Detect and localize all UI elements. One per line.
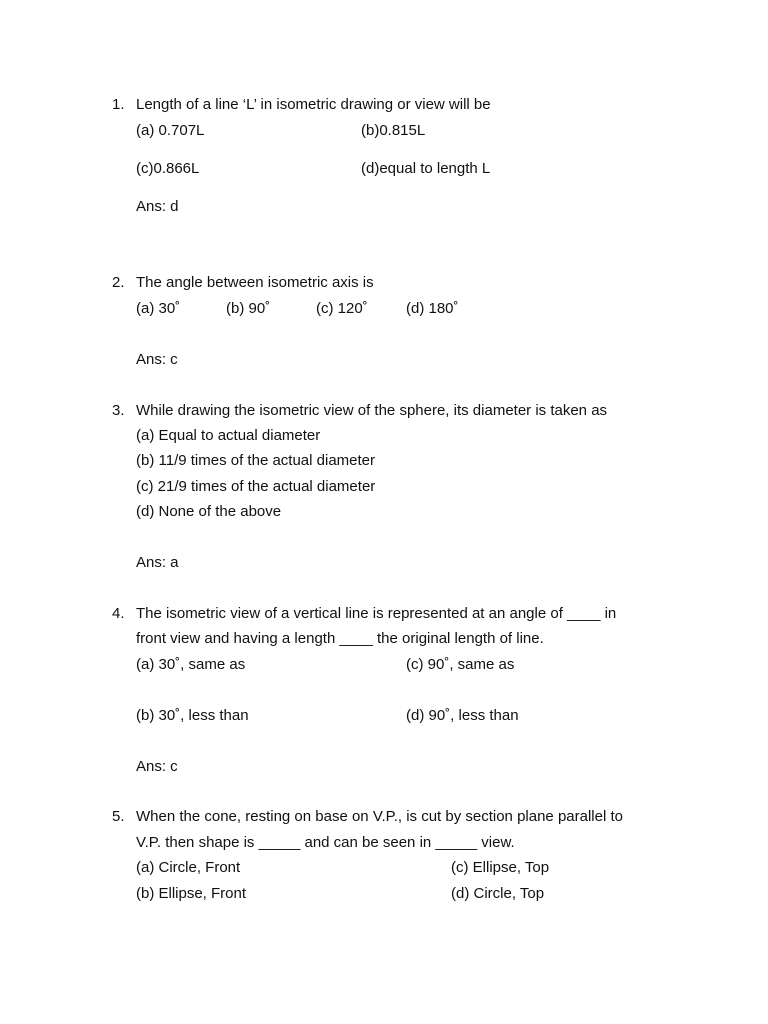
q4-question-line2: front view and having a length ____ the original length of line.	[136, 630, 544, 647]
q4-option-d: (d) 90˚, less than	[406, 707, 519, 724]
q5-option-b: (b) Ellipse, Front	[136, 885, 247, 902]
q4-number: 4.	[112, 605, 125, 622]
q4-question-line1: The isometric view of a vertical line is represented at an angle of ____ in	[136, 605, 617, 622]
q3-option-c: (c) 21/9 times of the actual diameter	[136, 478, 376, 495]
q5-number: 5.	[112, 808, 125, 825]
q3-option-b: (b) 11/9 times of the actual diameter	[136, 452, 376, 469]
q5-option-d: (d) Circle, Top	[451, 885, 545, 902]
q3-option-d: (d) None of the above	[136, 503, 282, 520]
q1-answer: Ans: d	[136, 198, 179, 215]
q1-option-c: (c)0.866L	[136, 160, 200, 177]
q3-number: 3.	[112, 402, 125, 419]
q2-answer: Ans: c	[136, 351, 178, 368]
q2-option-b: (b) 90˚	[226, 300, 271, 317]
q1-option-d: (d)equal to length L	[361, 160, 491, 177]
q2-option-d: (d) 180˚	[406, 300, 459, 317]
q5-question-line1: When the cone, resting on base on V.P., is cut by section plane parallel to	[136, 808, 623, 825]
q2-option-a: (a) 30˚	[136, 300, 181, 317]
q3-answer: Ans: a	[136, 554, 179, 571]
q3-option-a: (a) Equal to actual diameter	[136, 427, 321, 444]
q5-option-a: (a) Circle, Front	[136, 859, 241, 876]
q1-option-a: (a) 0.707L	[136, 122, 205, 139]
q5-option-c: (c) Ellipse, Top	[451, 859, 550, 876]
q4-option-c: (c) 90˚, same as	[406, 656, 515, 673]
q2-option-c: (c) 120˚	[316, 300, 368, 317]
q2-question-text: The angle between isometric axis is	[136, 274, 374, 291]
q4-option-b: (b) 30˚, less than	[136, 707, 249, 724]
q3-question-text: While drawing the isometric view of the sphere, its diameter is taken as	[136, 402, 608, 419]
q5-question-line2: V.P. then shape is _____ and can be seen in _____ view.	[136, 834, 515, 851]
q1-question-text: Length of a line ‘L’ in isometric drawing or view will be	[136, 96, 491, 113]
q2-number: 2.	[112, 274, 125, 291]
q4-option-a: (a) 30˚, same as	[136, 656, 246, 673]
q4-answer: Ans: c	[136, 758, 178, 775]
q1-number: 1.	[112, 96, 125, 113]
q1-option-b: (b)0.815L	[361, 122, 426, 139]
